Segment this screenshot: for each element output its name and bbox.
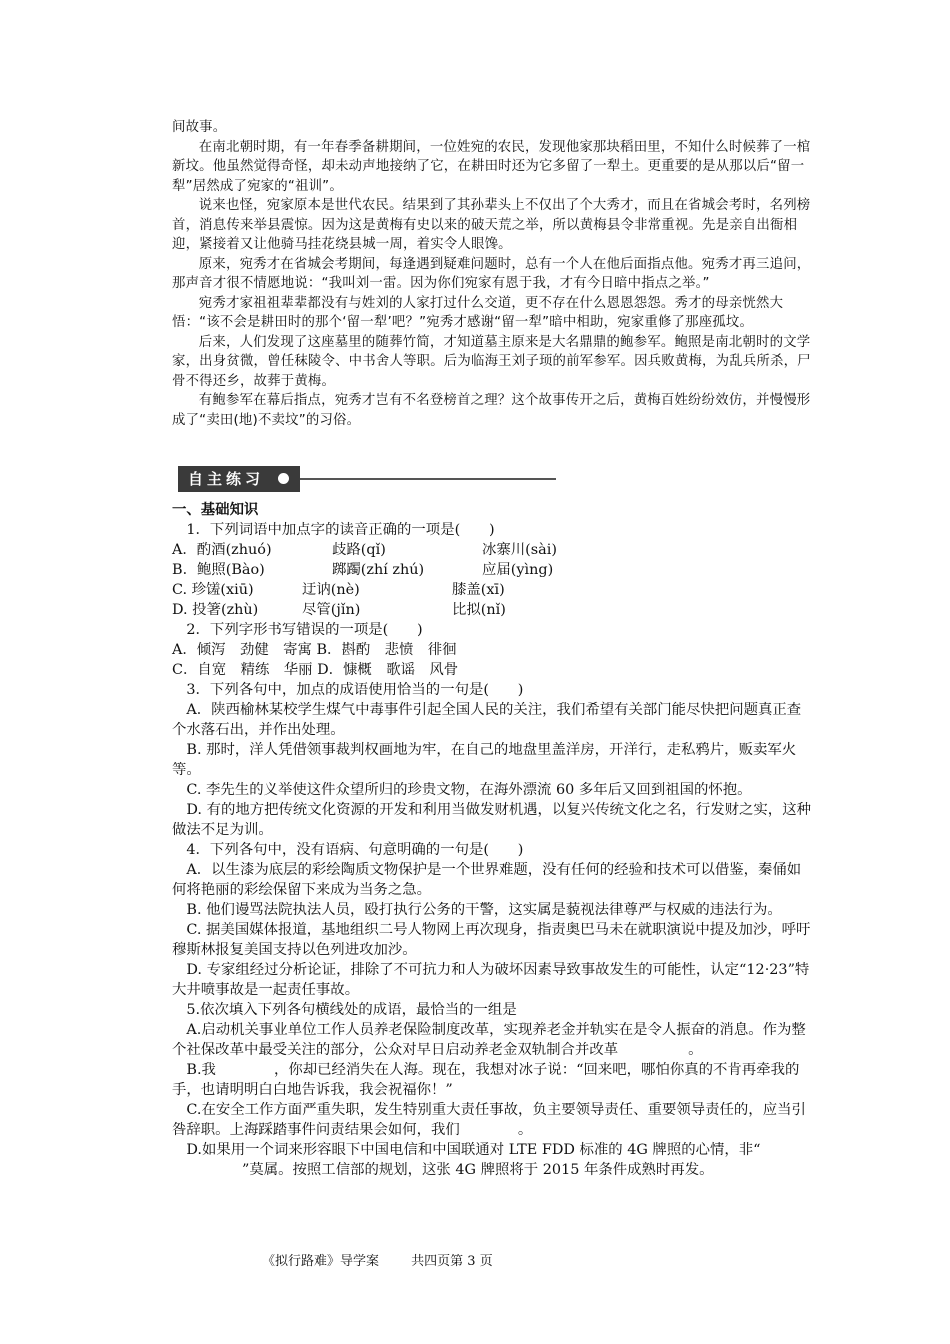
option-text: A．酌酒(zhuó) — [172, 542, 272, 558]
option-text: B.我 ，你却已经消失在人海。现在，我想对冰子说：“回来吧，哪怕你真的不肯再牵我的手，也请明明白白地告诉我，我会祝福你！” — [172, 1062, 800, 1098]
question-stem: 2．下列字形书写错误的一项是( ) — [186, 622, 423, 638]
option-text: 歧路(qǐ) — [332, 542, 386, 558]
option-text: B．鲍照(Bào) — [172, 562, 265, 578]
option-text: C. 珍馐(xiū) — [172, 582, 254, 598]
option-text: D. 投箸(zhù) — [172, 602, 259, 618]
option-text: C．自宽 精练 华丽 D．慷概 歌谣 风骨 — [172, 662, 459, 678]
question-stem: 4．下列各句中，没有语病、句意明确的一句是( ) — [186, 842, 524, 858]
exercise-heading: 一、基础知识 — [172, 501, 259, 518]
option-text: B. 那时，洋人凭借领事裁判权画地为牢，在自己的地盘里盖洋房，开洋行，走私鸦片，贩卖军火等。 — [172, 742, 797, 778]
bullet-dot-icon — [278, 473, 289, 484]
footer-page-number: 共四页第 3 页 — [411, 1254, 493, 1269]
story-paragraph: 原来，宛秀才在省城会考期间，每逢遇到疑难问题时，总有一个人在他后面指点他。宛秀才再三追问，那声音才很不情愿地说：“我叫刘一雷。因为你们宛家有恩于我，才有今日暗中指点之举。” — [172, 256, 811, 291]
exercises — [172, 500, 812, 1180]
section-title: 自主练习 — [178, 466, 300, 492]
story-section — [172, 118, 812, 430]
question-stem: 5.依次填入下列各句横线处的成语，最恰当的一组是 — [186, 1002, 517, 1018]
option-text: 应届(yìng) — [482, 562, 554, 578]
option-row — [172, 580, 812, 600]
option-text: 膝盖(xī) — [452, 582, 505, 598]
option-text: D. 专家组经过分析论证，排除了不可抗力和人为破坏因素导致事故发生的可能性，认定“12·23”特大井喷事故是一起责任事故。 — [172, 962, 810, 998]
option-text: A.启动机关事业单位工作人员养老保险制度改革，实现养老金并轨实在是令人振奋的消息。作为整个社保改革中最受关注的部分，公众对早日启动养老金双轨制合并改革 。 — [172, 1022, 806, 1058]
option-text: A．以生漆为底层的彩绘陶质文物保护是一个世界难题，没有任何的经验和技术可以借鉴，秦俑如何将艳丽的彩绘保留下来成为当务之急。 — [172, 862, 802, 898]
option-text: C. 据美国媒体报道，基地组织二号人物网上再次现身，指责奥巴马未在就职演说中提及加沙，呼吁穆斯林报复美国支持以色列进攻加沙。 — [172, 922, 811, 958]
section-header — [172, 466, 812, 494]
story-paragraph: 后来，人们发现了这座墓里的随葬竹简，才知道墓主原来是大名鼎鼎的鲍参军。鲍照是南北朝时的文学家，出身贫微，曾任秣陵令、中书舍人等职。后为临海王刘子顼的前军参军。因兵败黄梅，为乱兵所杀，尸骨不得还乡，故葬于黄梅。 — [172, 334, 811, 389]
option-text: D. 有的地方把传统文化资源的开发和利用当做发财机遇，以复兴传统文化之名，行发财之实，这种做法不足为训。 — [172, 802, 811, 838]
option-text: A．陕西榆林某校学生煤气中毒事件引起全国人民的关注，我们希望有关部门能尽快把问题真正查个水落石出，并作出处理。 — [172, 702, 802, 738]
option-text: D.如果用一个词来形容眼下中国电信和中国联通对 LTE FDD 标准的 4G 牌照的心情，非“”莫属。按照工信部的规划，这张 4G 牌照将于 2015 年条件成熟时再发。 — [186, 1142, 761, 1178]
question-stem: 1．下列词语中加点字的读音正确的一项是( ) — [186, 522, 495, 538]
document-page — [172, 118, 812, 1180]
option-row — [172, 560, 812, 580]
story-paragraph: 间故事。 — [172, 120, 227, 135]
story-paragraph: 宛秀才家祖祖辈辈都没有与姓刘的人家打过什么交道，更不存在什么恩恩怨怨。秀才的母亲恍然大悟：“该不会是耕田时的那个‘留一犁’吧？”宛秀才感谢“留一犁”暗中相助，宛家重修了那座孤坟。 — [172, 295, 784, 330]
option-text: C.在安全工作方面严重失职，发生特别重大责任事故，负主要领导责任、重要领导责任的，应当引咎辞职。上海踩踏事件问责结果会如何，我们 。 — [172, 1102, 806, 1138]
story-paragraph: 在南北朝时期，有一年春季备耕期间，一位姓宛的农民，发现他家那块稻田里，不知什么时候葬了一棺新坟。他虽然觉得奇怪，却未动声地接纳了它，在耕田时还为它多留了一犁土。更重要的是从那以后“留一犁”居然成了宛家的“祖训”。 — [172, 139, 811, 194]
option-text: 尽管(jǐn) — [302, 602, 361, 618]
option-text: B. 他们谩骂法院执法人员，殴打执行公务的干警，这实属是藐视法律尊严与权威的违法行为。 — [186, 902, 782, 918]
option-text: C. 李先生的义举使这件众望所归的珍贵文物，在海外漂流 60 多年后又回到祖国的怀抱。 — [186, 782, 752, 798]
option-row — [172, 540, 812, 560]
option-text: A．倾泻 劲健 寄寓 B．斟酌 悲愤 徘徊 — [172, 642, 457, 658]
story-paragraph: 有鲍参军在幕后指点，宛秀才岂有不名登榜首之理？这个故事传开之后，黄梅百姓纷纷效仿，并慢慢形成了“卖田(地)不卖坟”的习俗。 — [172, 393, 811, 428]
option-text: 踯躅(zhí zhú) — [332, 562, 425, 578]
option-row — [172, 600, 812, 620]
option-text: 比拟(nǐ) — [452, 602, 506, 618]
footer-title: 《拟行路难》导学案 — [262, 1254, 380, 1269]
page-footer — [262, 1250, 521, 1269]
story-paragraph: 说来也怪，宛家原本是世代农民。结果到了其孙辈头上不仅出了个大秀才，而且在省城会考时，名列榜首，消息传来举县震惊。因为这是黄梅有史以来的破天荒之举，所以黄梅县令非常重视。先是亲自出衙相迎，紧接着又让他骑马挂花绕县城一周，着实令人眼馋。 — [172, 198, 811, 252]
question-stem: 3．下列各句中，加点的成语使用恰当的一句是( ) — [186, 682, 524, 698]
section-divider — [300, 478, 556, 480]
option-text: 迂讷(nè) — [302, 582, 360, 598]
option-text: 冰寨川(sài) — [482, 542, 557, 558]
